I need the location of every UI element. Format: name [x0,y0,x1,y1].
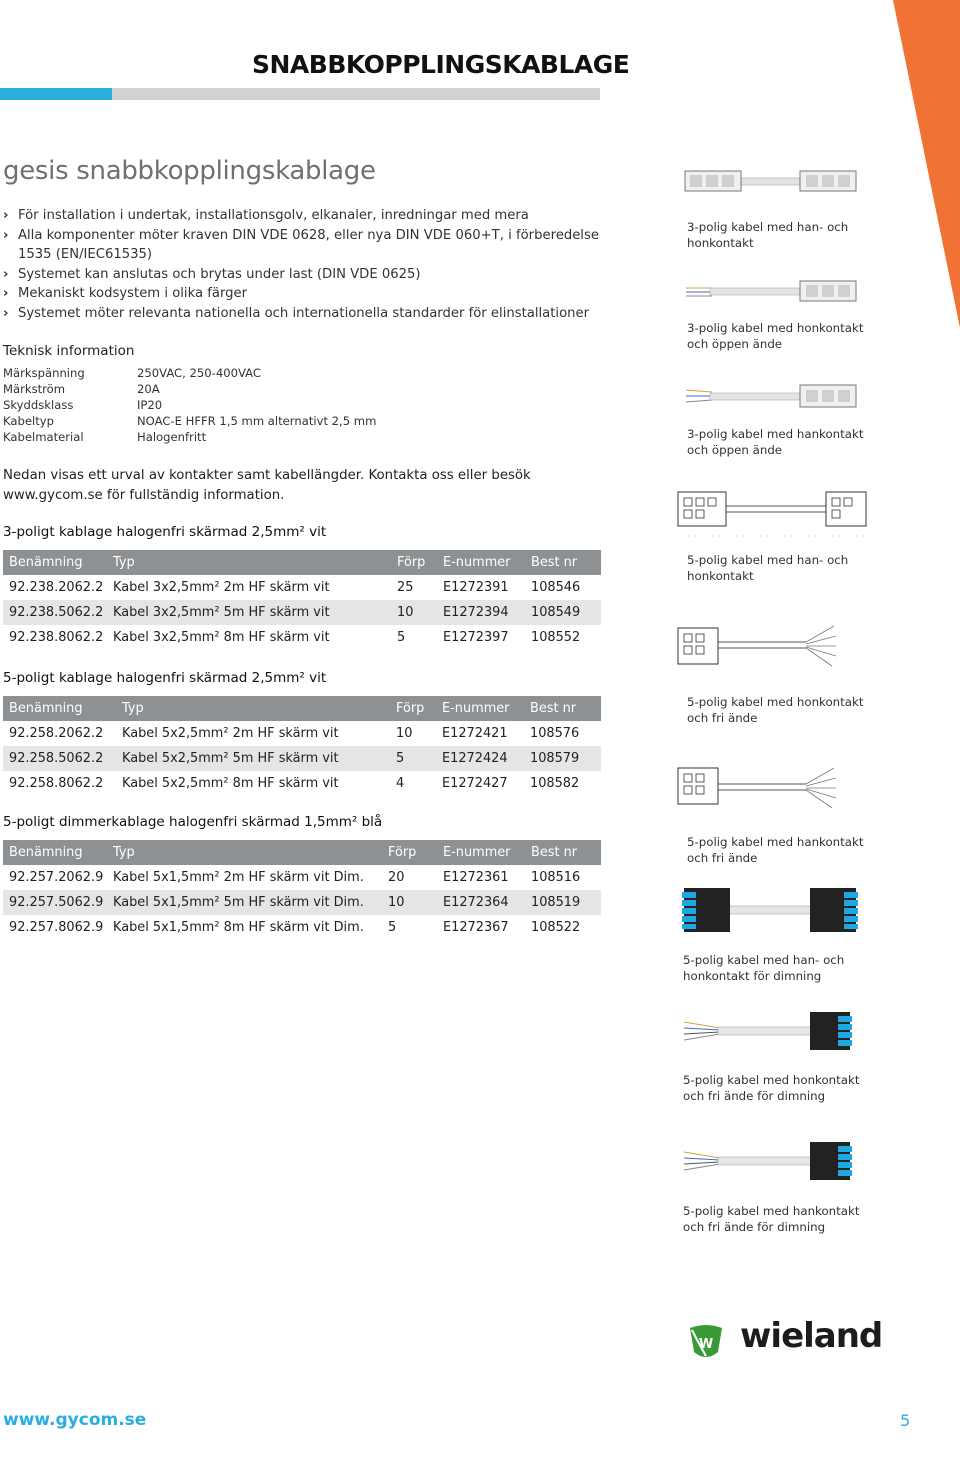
col-header: Best nr [525,550,601,575]
section-title: gesis snabbkopplingskablage [3,156,376,186]
header-bar [0,88,600,100]
page-number: 5 [900,1411,911,1430]
spec-row: Kabeltyp NOAC-E HFFR 1,5 mm alternativt 2,5 mm [3,414,377,428]
spec-row: Kabelmaterial Halogenfritt [3,430,207,444]
wieland-logo [686,1316,892,1364]
table-row: 92.238.8062.2 Kabel 3x2,5mm² 8m HF skärm vit 5 E1272397 108552 [9,630,581,645]
feature-item: › För installation i undertak, installationsgolv, elkanaler, inredningar med mera [3,206,603,226]
table-row: 92.238.5062.2 Kabel 3x2,5mm² 5m HF skärm vit 10 E1272394 108549 [3,600,601,625]
header-bar-accent [0,88,112,100]
product-table-dimmer [3,840,601,940]
table-row: 92.257.5062.9 Kabel 5x1,5mm² 5m HF skärm vit Dim. 10 E1272364 108519 [3,890,601,915]
col-header: Benämning [3,840,107,865]
connector-3pol-female-open-image [682,278,864,308]
product-caption: 5-polig kabel med han- och honkontakt för dimning [683,953,845,983]
wieland-mark-icon [686,1322,726,1362]
col-header: Förp [382,840,437,865]
col-header: E-nummer [437,550,525,575]
spec-row: Skyddsklass IP20 [3,398,163,412]
table-row: 92.257.2062.9 Kabel 5x1,5mm² 2m HF skärm vit Dim. 20 E1272361 108516 [9,870,581,885]
connector-5pol-dim-male-female-image [680,880,862,940]
product-caption: 5-polig kabel med hankontakt och fri ände för dimning [683,1204,860,1234]
product-table-3pol [3,550,601,650]
footer-url[interactable]: www.gycom.se [3,1410,147,1430]
product-caption: 5-polig kabel med honkontakt och fri ände för dimning [683,1073,860,1103]
feature-item: › Mekaniskt kodsystem i olika färger [3,284,603,304]
intro-text: Nedan visas ett urval av kontakter samt kabellängder. Kontakta oss eller besök www.gycom.se för fullständig information. [3,468,531,503]
connector-5pol-female-open-drawing [676,616,840,678]
table-row: 92.257.8062.9 Kabel 5x1,5mm² 8m HF skärm vit Dim. 5 E1272367 108522 [9,920,581,935]
page-header-title: SNABBKOPPLINGSKABLAGE [252,50,630,79]
chevron-right-icon: › [3,208,9,223]
col-header: Benämning [3,696,116,721]
feature-item: › Systemet kan anslutas och brytas under last (DIN VDE 0625) [3,265,603,285]
product-caption: 5-polig kabel med honkontakt och fri ände [687,695,864,725]
connector-5pol-male-open-drawing [676,762,840,824]
col-header: Best nr [525,840,601,865]
chevron-right-icon: › [3,227,9,243]
product-caption: 5-polig kabel med han- och honkontakt [687,553,849,583]
col-header: Förp [390,696,436,721]
table-header-row [3,550,601,575]
feature-list [3,206,603,323]
product-caption: 3-polig kabel med han- och honkontakt [687,220,849,250]
wieland-wordmark: wieland [740,1316,883,1356]
chevron-right-icon: › [3,286,9,301]
col-header: Typ [107,550,391,575]
connector-5pol-male-female-drawing [676,486,870,538]
spec-row: Märkspänning 250VAC, 250-400VAC [3,366,261,380]
table-title: 5-poligt dimmerkablage halogenfri skärmad 1,5mm² blå [3,814,383,830]
col-header: Typ [107,840,382,865]
product-caption: 5-polig kabel med hankontakt och fri ände [687,835,864,865]
table-title: 5-poligt kablage halogenfri skärmad 2,5mm² vit [3,670,327,686]
table-header-row [3,696,601,721]
chevron-right-icon: › [3,266,9,282]
connector-5pol-dim-male-open-image [680,1140,862,1182]
connector-5pol-dim-female-open-image [680,1010,862,1052]
table-row: 92.258.2062.2 Kabel 5x2,5mm² 2m HF skärm vit 10 E1272421 108576 [9,726,580,741]
connector-3pol-male-female-image [682,168,864,198]
table-row: 92.258.5062.2 Kabel 5x2,5mm² 5m HF skärm vit 5 E1272424 108579 [3,746,601,771]
feature-item: › Alla komponenter möter kraven DIN VDE 0628, eller nya DIN VDE 060+T, i förberedelse 1535 (EN/IEC61535) [3,227,599,262]
table-row: 92.258.8062.2 Kabel 5x2,5mm² 8m HF skärm vit 4 E1272427 108582 [9,776,580,791]
product-caption: 3-polig kabel med hankontakt och öppen ände [687,427,864,457]
col-header: E-nummer [436,696,524,721]
product-caption: 3-polig kabel med honkontakt och öppen ände [687,321,864,351]
connector-3pol-male-open-image [682,380,864,414]
col-header: Benämning [3,550,107,575]
table-header-row [3,840,601,865]
feature-item: › Systemet möter relevanta nationella och internationella standarder för elinstallationer [3,304,603,324]
tech-info-heading: Teknisk information [3,343,135,359]
col-header: Förp [391,550,437,575]
spec-row: Märkström 20A [3,382,160,396]
table-row: 92.238.2062.2 Kabel 3x2,5mm² 2m HF skärm vit 25 E1272391 108546 [9,580,581,595]
product-table-5pol [3,696,601,796]
col-header: Best nr [524,696,601,721]
table-title: 3-poligt kablage halogenfri skärmad 2,5mm² vit [3,524,327,540]
col-header: E-nummer [437,840,525,865]
chevron-right-icon: › [3,305,9,321]
svg-text:W: W [698,1337,714,1352]
col-header: Typ [116,696,390,721]
